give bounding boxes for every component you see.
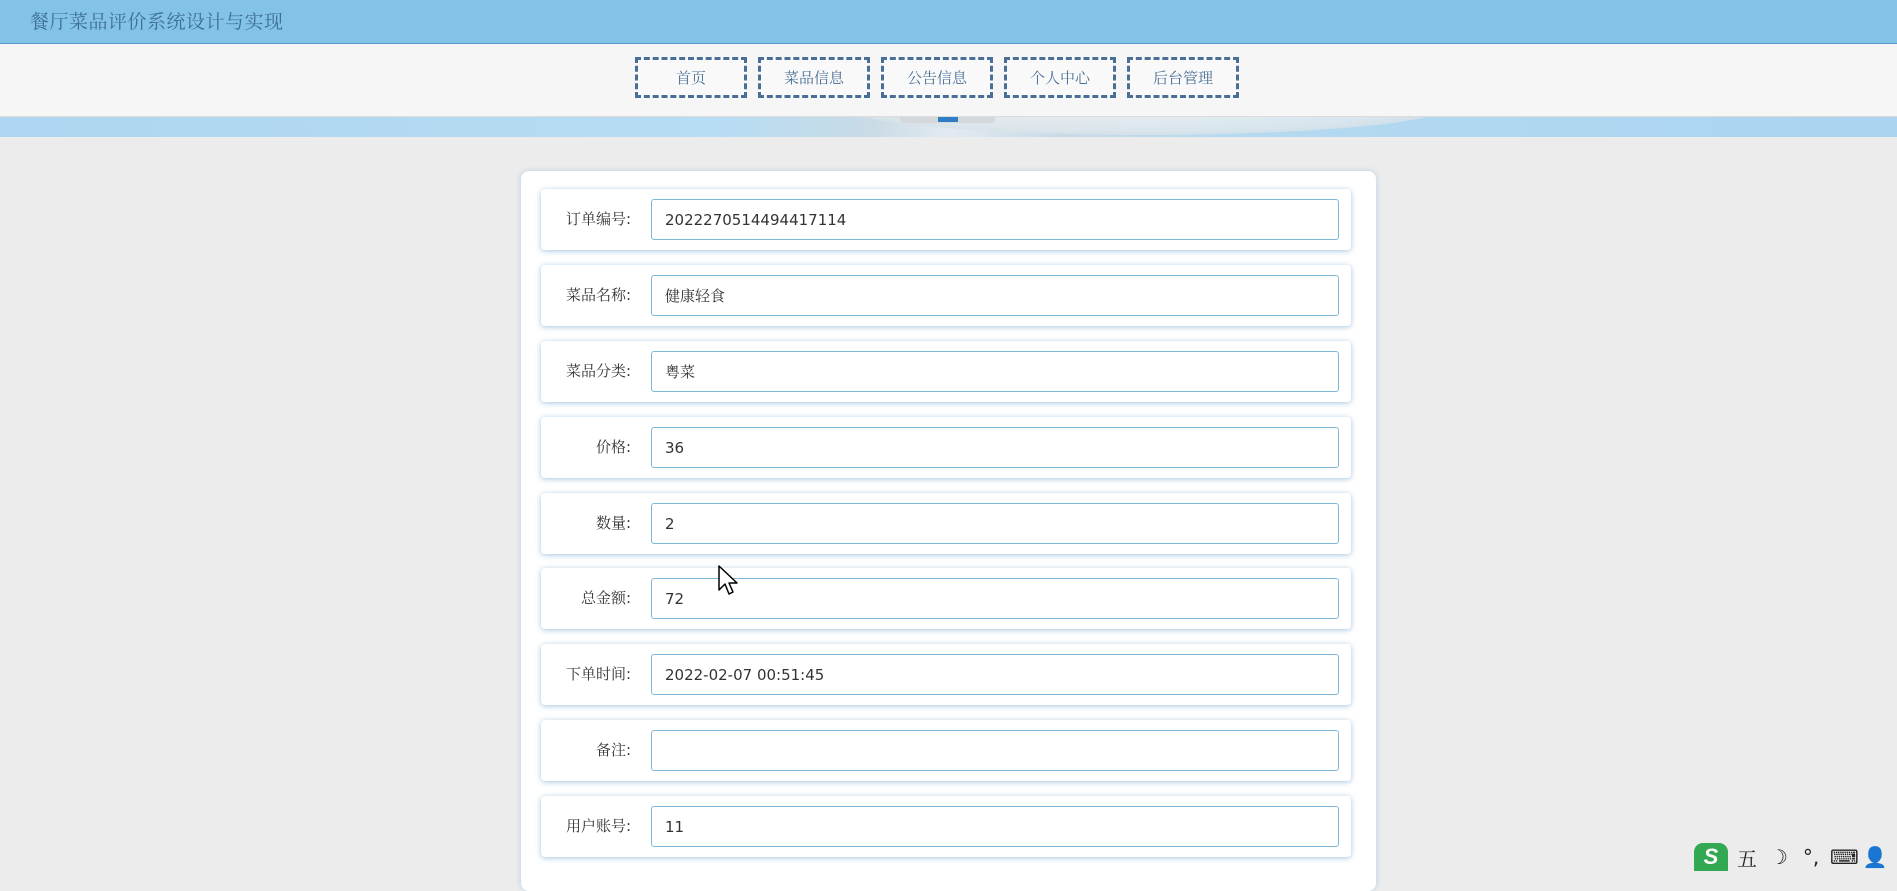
quantity-input[interactable] <box>651 503 1339 544</box>
form-row-user-account <box>541 796 1351 857</box>
total-amount-label: 总金额: <box>580 589 631 607</box>
user-account-input[interactable] <box>651 806 1339 847</box>
nav-item-dish-info[interactable]: 菜品信息 <box>758 57 870 98</box>
nav-list <box>635 57 1239 98</box>
order-number-label: 订单编号: <box>565 210 631 228</box>
banner-carousel-indicator[interactable] <box>900 117 995 123</box>
form-row-dish-name <box>541 265 1351 326</box>
price-input[interactable] <box>651 427 1339 468</box>
user-icon[interactable]: 👤 <box>1862 845 1888 869</box>
order-number-input[interactable] <box>651 199 1339 240</box>
dish-category-input[interactable] <box>651 351 1339 392</box>
keyboard-icon[interactable]: ⌨ <box>1830 845 1859 869</box>
order-time-input[interactable] <box>651 654 1339 695</box>
form-row-remarks <box>541 720 1351 781</box>
order-time-label: 下单时间: <box>565 665 631 683</box>
site-title: 餐厅菜品评价系统设计与实现 <box>30 11 284 33</box>
mouse-pointer-icon <box>718 565 740 597</box>
top-header-bar <box>0 0 1897 44</box>
ime-toolbar <box>1694 843 1897 871</box>
form-row-quantity <box>541 493 1351 554</box>
nav-item-home[interactable]: 首页 <box>635 57 747 98</box>
remarks-label: 备注: <box>595 741 631 759</box>
moon-icon[interactable]: ☽ <box>1770 845 1788 869</box>
form-row-total-amount <box>541 568 1351 629</box>
order-detail-form <box>521 171 1376 891</box>
form-row-dish-category <box>541 341 1351 402</box>
punctuation-icon[interactable]: °, <box>1802 845 1820 869</box>
user-account-label: 用户账号: <box>565 817 631 835</box>
ime-mode-indicator[interactable]: 五 <box>1737 846 1757 871</box>
remarks-input[interactable] <box>651 730 1339 771</box>
dish-name-input[interactable] <box>651 275 1339 316</box>
total-amount-input[interactable] <box>651 578 1339 619</box>
nav-item-personal-center[interactable]: 个人中心 <box>1004 57 1116 98</box>
dish-category-label: 菜品分类: <box>565 362 631 380</box>
main-navigation <box>0 44 1897 117</box>
form-row-price <box>541 417 1351 478</box>
form-row-order-number <box>541 189 1351 250</box>
dish-name-label: 菜品名称: <box>565 286 631 304</box>
form-row-order-time <box>541 644 1351 705</box>
ime-logo-icon[interactable]: S <box>1694 843 1728 871</box>
nav-item-announcements[interactable]: 公告信息 <box>881 57 993 98</box>
price-label: 价格: <box>595 438 631 456</box>
banner-active-dot <box>938 117 958 122</box>
banner-image-strip <box>0 117 1897 137</box>
nav-item-admin[interactable]: 后台管理 <box>1127 57 1239 98</box>
quantity-label: 数量: <box>595 514 631 532</box>
